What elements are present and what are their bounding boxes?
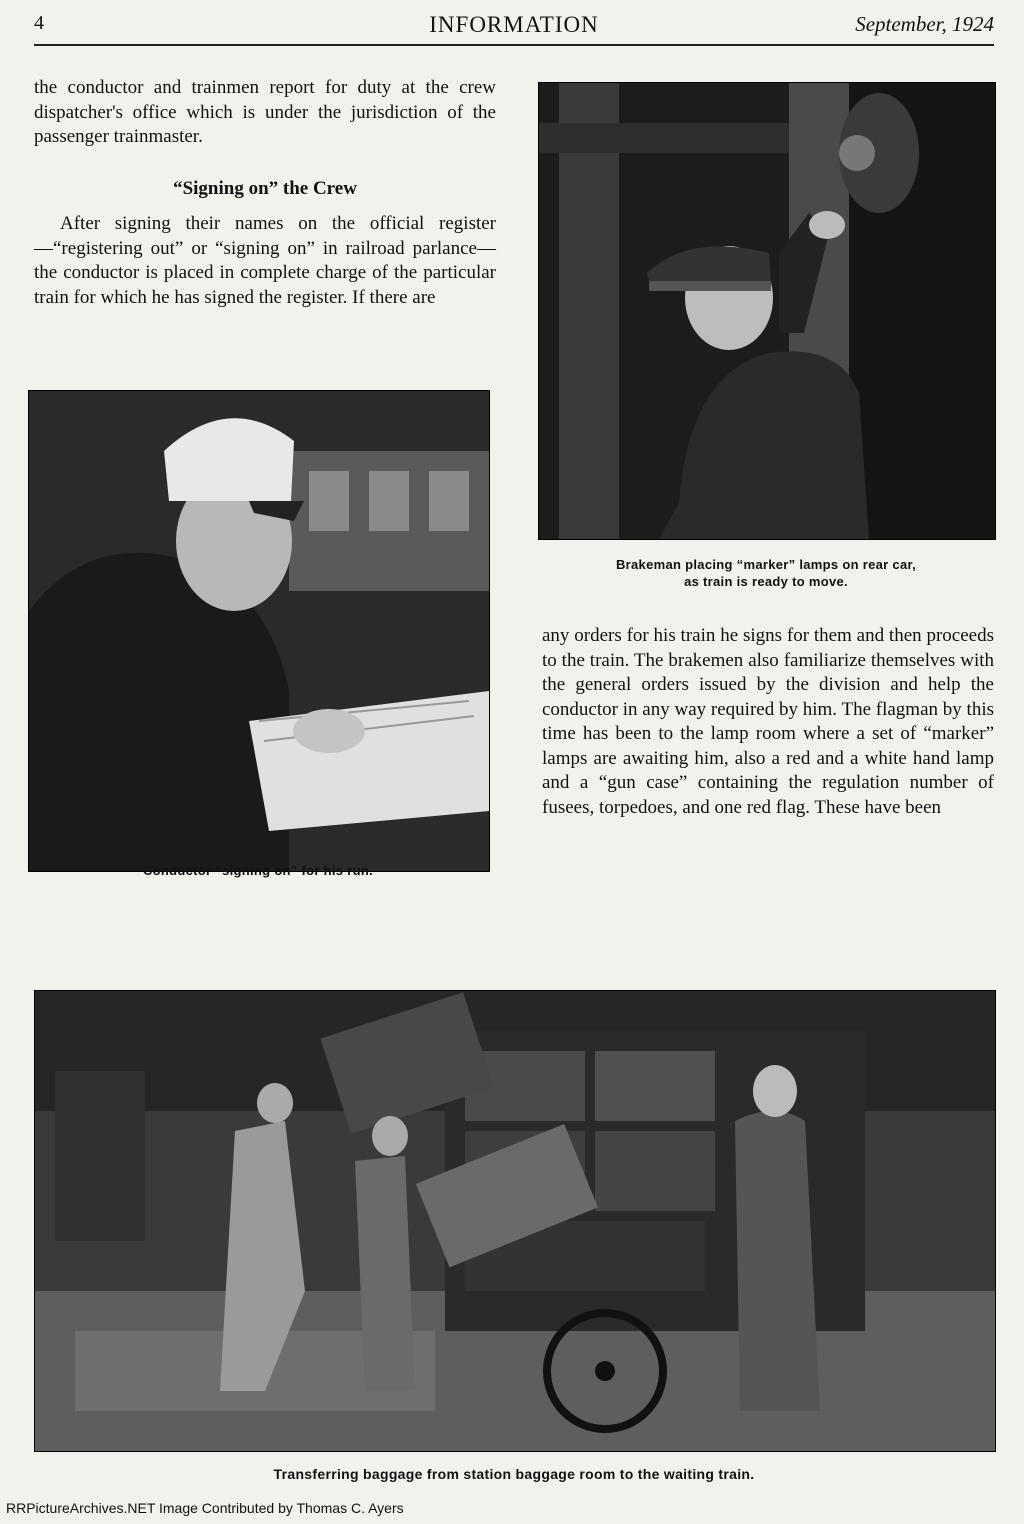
section-heading: “Signing on” the Crew bbox=[173, 178, 357, 199]
image-credit: RRPictureArchives.NET Image Contributed by Thomas C. Ayers bbox=[6, 1500, 404, 1516]
issue-date: September, 1924 bbox=[855, 12, 994, 36]
conductor-caption: Conductor “signing on” for his run. bbox=[142, 863, 374, 878]
continuation-paragraph: any orders for his train he signs for them and then proceeds to the train. The brakemen also familiarize themselves with the general orders issued by the division and help the conductor in any way required by him. The flagman by this time has been to the lamp room where a set of “marker” lamps are awaiting him, also a red and a white hand lamp and a “gun case” containing the regulation number of fusees, torpedoes, and one red flag. These have been bbox=[542, 625, 994, 818]
header-rule bbox=[34, 44, 994, 46]
brakeman-caption-line2: as train is ready to move. bbox=[684, 574, 848, 589]
brakeman-caption bbox=[538, 556, 994, 590]
conductor-illustration bbox=[29, 391, 489, 871]
magazine-title: INFORMATION bbox=[429, 12, 599, 37]
brakeman-caption-line1: Brakeman placing “marker” lamps on rear car, bbox=[615, 557, 917, 572]
brakeman-illustration bbox=[539, 83, 995, 539]
section-text bbox=[34, 212, 496, 310]
baggage-photo bbox=[34, 990, 996, 1452]
brakeman-photo bbox=[538, 82, 996, 540]
page-header bbox=[34, 12, 994, 40]
continuation-text bbox=[542, 624, 994, 820]
baggage-caption: Transferring baggage from station baggage room to the waiting train. bbox=[273, 1466, 755, 1482]
conductor-photo bbox=[28, 390, 490, 872]
page-number: 4 bbox=[34, 12, 44, 34]
intro-text bbox=[34, 76, 496, 150]
baggage-illustration bbox=[35, 991, 995, 1451]
intro-paragraph: the conductor and trainmen report for duty at the crew dispatcher's office which is under the jurisdiction of the passenger trainmaster. bbox=[34, 77, 496, 147]
section-paragraph: After signing their names on the official register—“registering out” or “signing on” in railroad parlance—the conductor is placed in complete charge of the particular train for which he has signed the register. If there are bbox=[34, 213, 496, 308]
